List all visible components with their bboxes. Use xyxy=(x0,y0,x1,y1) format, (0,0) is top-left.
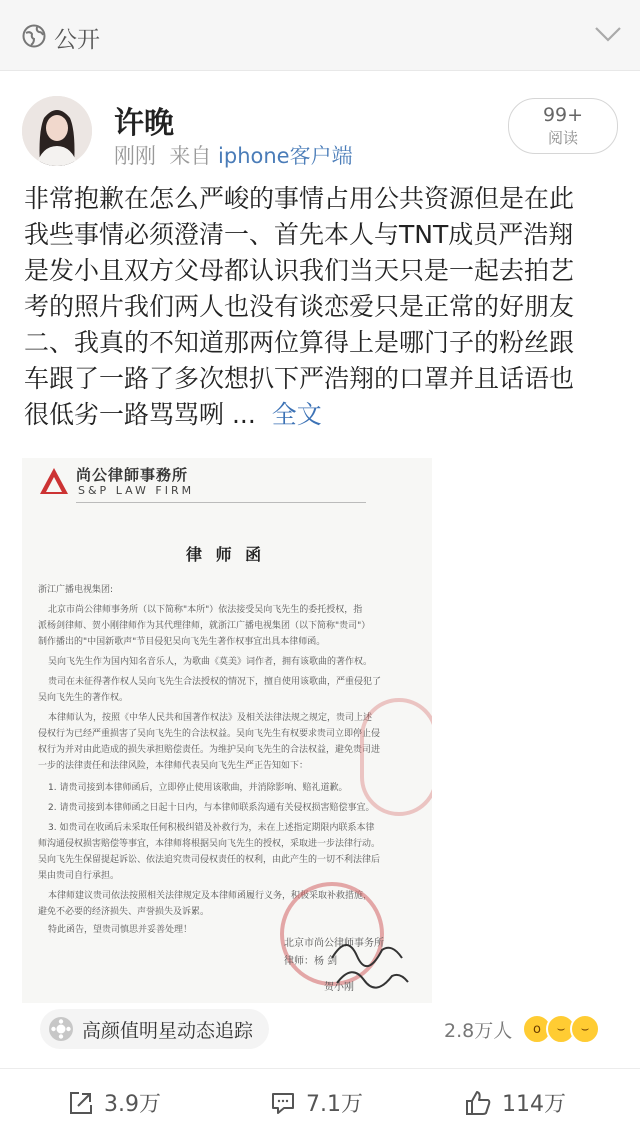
reaction-count[interactable]: 2.8万人 xyxy=(444,1020,513,1042)
post-image-lawyer-letter[interactable] xyxy=(22,458,432,1003)
globe-icon xyxy=(22,24,46,48)
blush-emoji-icon: ⌣ xyxy=(570,1014,600,1044)
post-line: 考的照片我们两人也没有谈恋爱只是正常的好朋友 xyxy=(24,292,575,321)
document-line: 师沟通侵权损害赔偿等事宜，本律师将根据吴向飞先生的授权，采取进一步法律行动。 xyxy=(38,839,381,849)
topic-tag-icon xyxy=(48,1016,74,1042)
avatar[interactable] xyxy=(22,96,92,166)
signature-lawyer1: 律师：杨 剑 xyxy=(284,956,338,967)
side-seal-stamp xyxy=(360,698,432,816)
like-button[interactable] xyxy=(464,1087,566,1118)
grin-emoji-icon: ⌣ xyxy=(546,1014,576,1044)
surprised-emoji-icon: o xyxy=(522,1014,552,1044)
comment-icon xyxy=(270,1090,296,1116)
signature-firm: 北京市尚公律师事务所 xyxy=(284,938,384,949)
document-line: 贵司在未征得著作权人吴向飞先生合法授权的情况下，擅自使用该歌曲，严重侵犯了 xyxy=(48,677,382,687)
post-line: 车跟了一路了多次想扒下严浩翔的口罩并且话语也 xyxy=(24,364,575,393)
document-line: 本律师认为，按照《中华人民共和国著作权法》及相关法律法规之规定，贵司上述 xyxy=(48,713,373,723)
law-firm-name-en: S&P LAW FIRM xyxy=(78,484,195,497)
comment-button[interactable] xyxy=(270,1087,363,1118)
post-line-last: 很低劣一路骂骂咧 ... 全文 xyxy=(24,400,322,429)
username[interactable]: 许晚 xyxy=(114,106,174,141)
repost-button[interactable] xyxy=(68,1087,161,1118)
comment-count: 7.1万 xyxy=(306,1092,363,1117)
topic-tag-label: 高颜值明星动态追踪 xyxy=(82,1019,254,1042)
document-line: 北京市尚公律师事务所（以下简称"本所"）依法接受吴向飞先生的委托授权，指 xyxy=(48,605,363,615)
document-line: 2. 请贵司接到本律师函之日起十日内，与本律师联系沟通有关侵权损害赔偿事宜。 xyxy=(48,803,375,813)
document-line: 吴向飞先生保留提起诉讼、依法追究贵司侵权责任的权利，由此产生的一切不利法律后 xyxy=(38,855,381,865)
chevron-down-icon[interactable] xyxy=(594,24,622,44)
repost-icon xyxy=(68,1090,94,1116)
document-line: 3. 如贵司在收函后未采取任何积极纠错及补救行为，未在上述指定期限内联系本律 xyxy=(48,823,375,833)
action-bar xyxy=(0,1068,640,1135)
topic-tag[interactable] xyxy=(40,1009,269,1049)
document-line: 制作播出的"中国新歌声"节目侵犯吴向飞先生著作权事宜出具本律师函。 xyxy=(38,637,326,647)
document-line: 一步的法律责任和法律风险，本律师代表吴向飞先生严正告知如下： xyxy=(38,761,309,771)
read-label: 阅读 xyxy=(547,129,578,147)
signature-lawyer2: 贺小刚 xyxy=(324,982,354,993)
document-title: 律 师 函 xyxy=(186,545,266,564)
document-line: 本律师建议贵司依法按照相关法律规定及本律师函履行义务，积极采取补救措施， xyxy=(48,891,373,901)
repost-count: 3.9万 xyxy=(104,1092,161,1117)
visibility-bar xyxy=(0,0,640,71)
law-firm-name: 尚公律師事務所 xyxy=(76,466,189,484)
document-line: 侵权行为已经严重损害了吴向飞先生的合法权益。吴向飞先生有权要求贵司立即停止侵 xyxy=(38,729,381,739)
source-prefix: 来自 xyxy=(169,144,212,168)
read-count: 99+ xyxy=(542,104,584,126)
document-line: 避免不必要的经济损失、声誉损失及诉累。 xyxy=(38,907,210,917)
document-line: 吴向飞先生作为国内知名音乐人，为歌曲《莫美》词作者，拥有该歌曲的著作权。 xyxy=(48,657,373,667)
post-time: 刚刚 xyxy=(114,144,156,168)
visibility-label: 公开 xyxy=(54,27,100,53)
post-body xyxy=(24,181,618,433)
post-line: 我些事情必须澄清一、首先本人与TNT成员严浩翔 xyxy=(24,220,574,249)
handwritten-signature xyxy=(322,928,412,998)
like-count: 114万 xyxy=(502,1092,566,1117)
post-meta xyxy=(114,140,353,170)
document-line: 浙江广播电视集团: xyxy=(38,585,114,595)
document-line: 吴向飞先生的著作权。 xyxy=(38,693,129,703)
document-line: 果由贵司自行承担。 xyxy=(38,871,120,881)
source-link[interactable]: iphone客户端 xyxy=(218,144,353,168)
like-icon xyxy=(464,1090,492,1116)
document-line: 派杨剑律师、贺小刚律师作为其代理律师，就浙江广播电视集团（以下简称"贵司"） xyxy=(38,621,371,631)
post-line: 是发小且双方父母都认识我们当天只是一起去拍艺 xyxy=(24,256,575,285)
law-firm-logo-icon xyxy=(38,466,70,496)
document-line: 特此函告，望贵司慎思并妥善处理！ xyxy=(48,925,193,935)
full-text-link[interactable]: 全文 xyxy=(271,400,322,429)
read-count-badge xyxy=(508,98,618,154)
document-line: 1. 请贵司接到本律师函后，立即停止使用该歌曲，并消除影响、赔礼道歉。 xyxy=(48,783,348,793)
post-line: 二、我真的不知道那两位算得上是哪门子的粉丝跟 xyxy=(24,328,575,357)
post-line: 非常抱歉在怎么严峻的事情占用公共资源但是在此 xyxy=(24,184,575,213)
document-line: 权行为并对由此造成的损失承担赔偿责任。为维护吴向飞先生的合法权益，避免贵司进 xyxy=(38,745,381,755)
